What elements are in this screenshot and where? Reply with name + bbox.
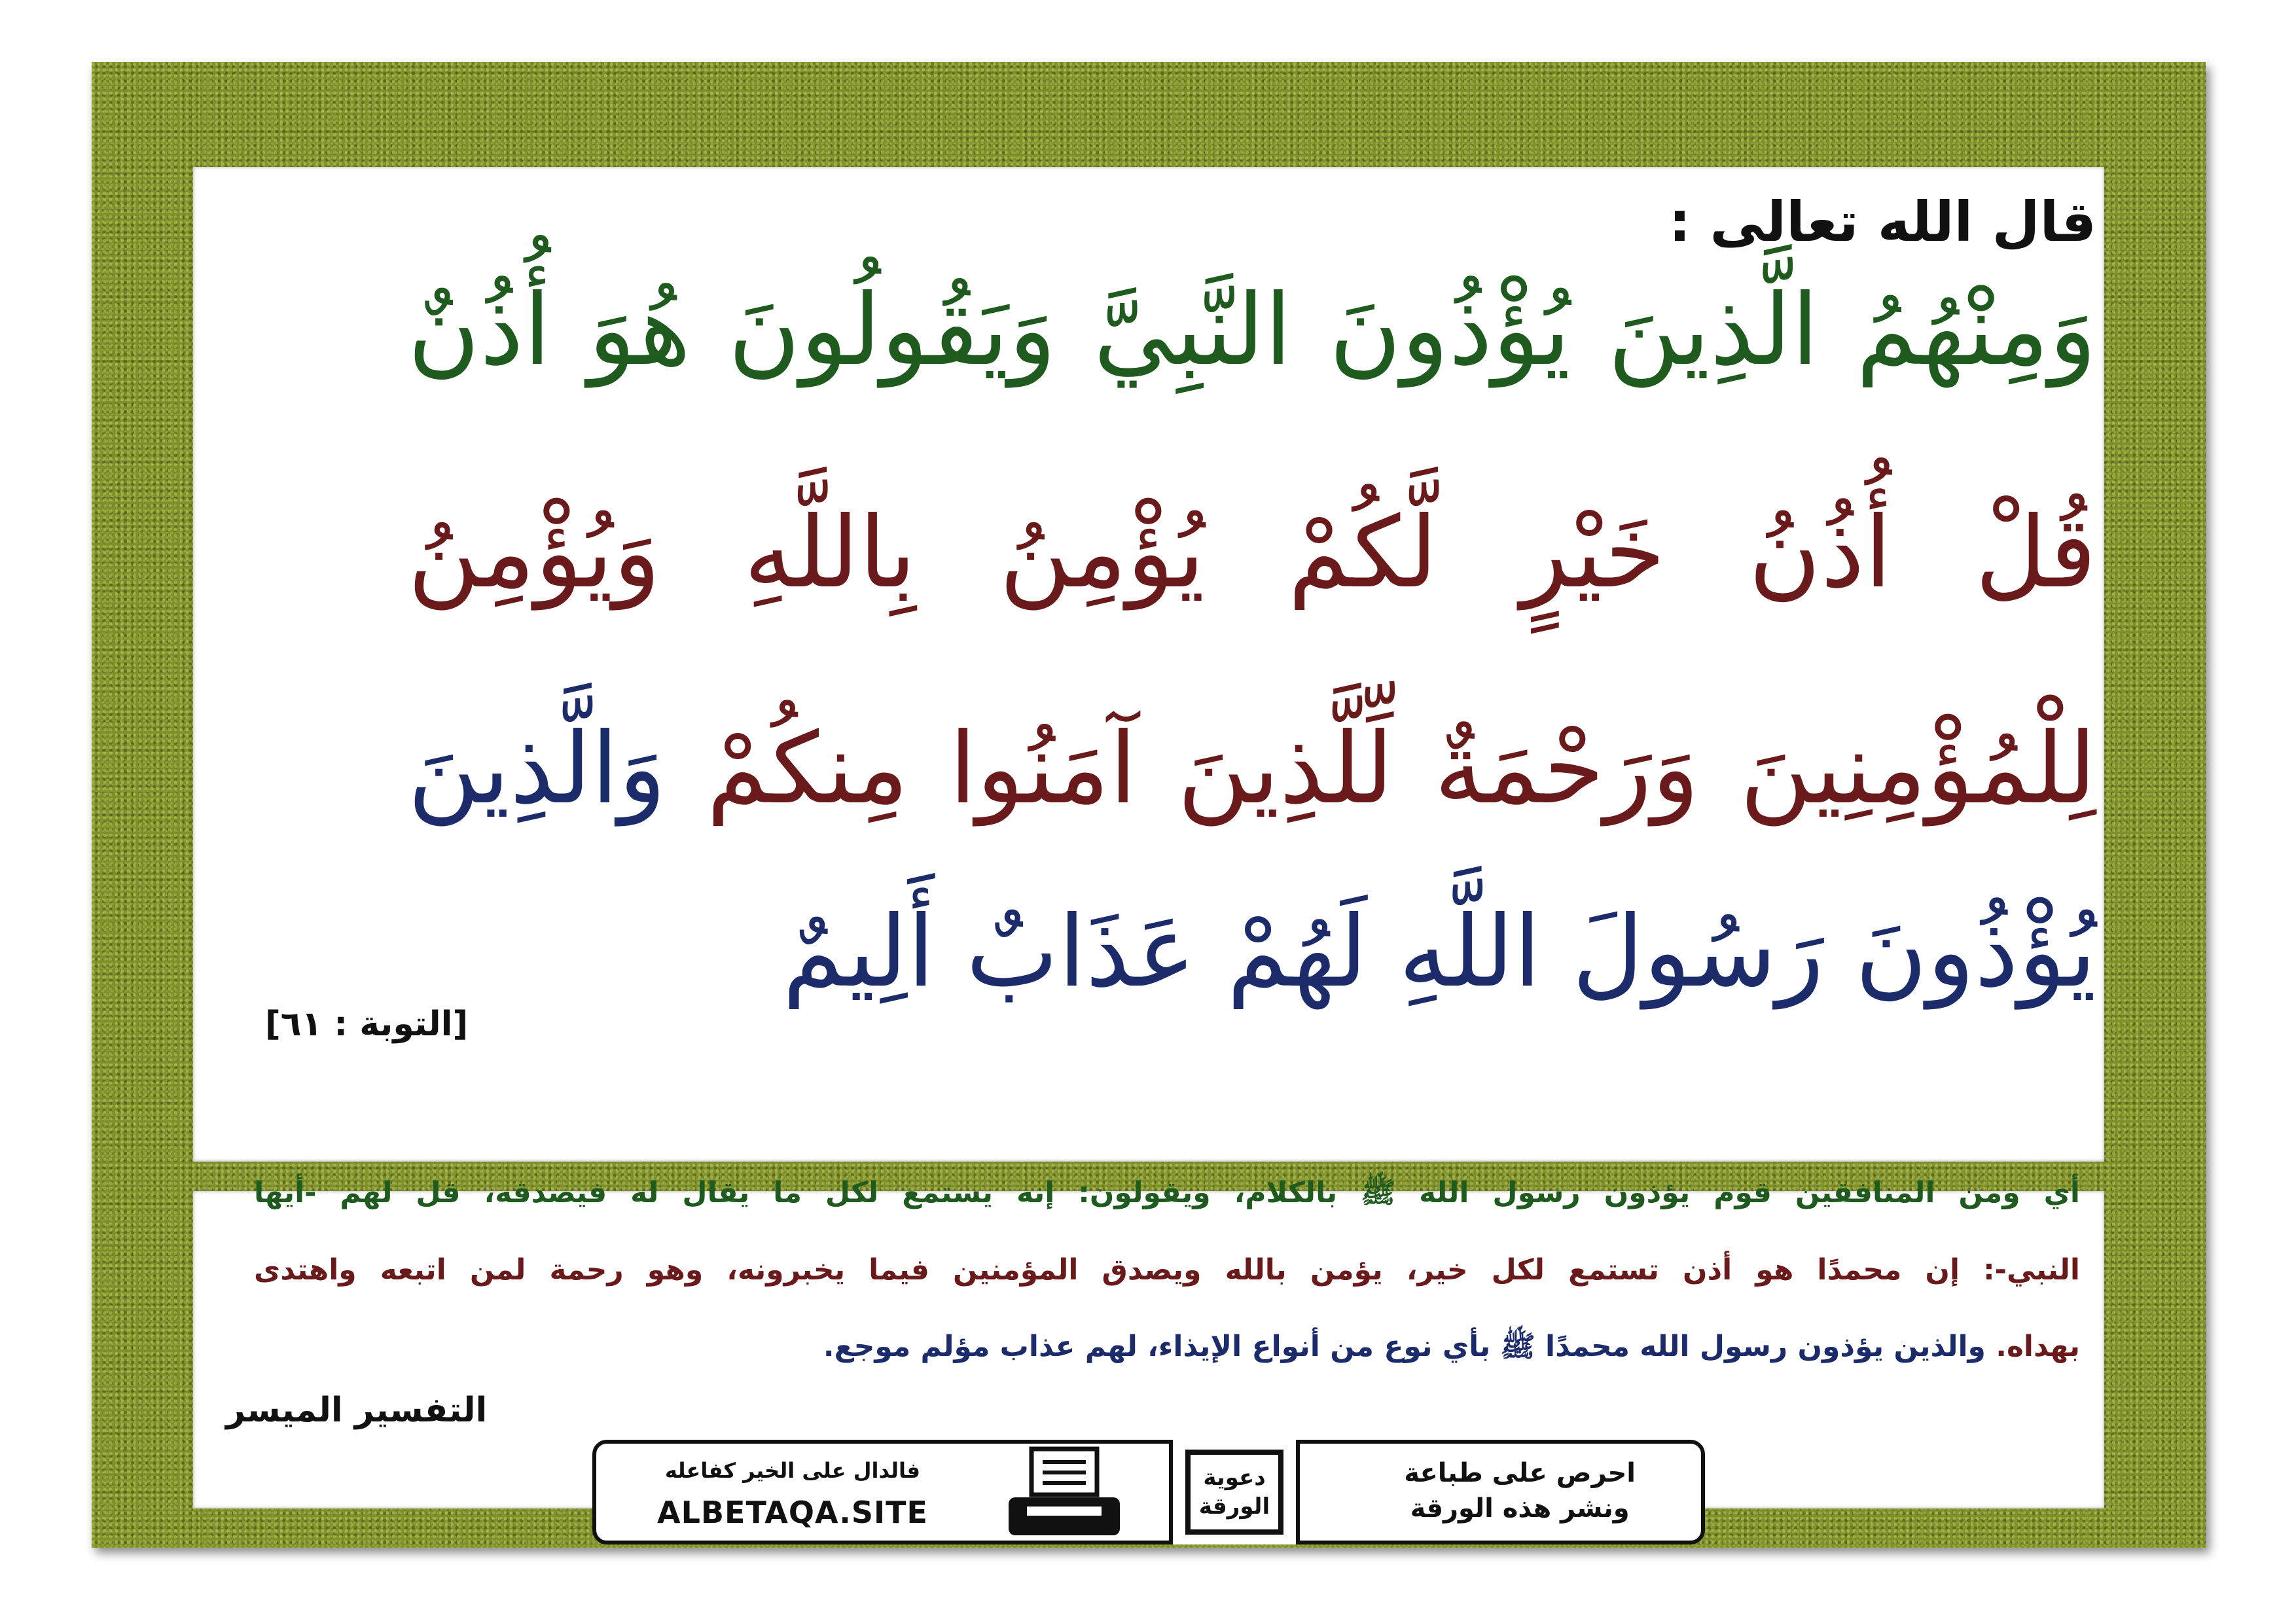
tafsir-line-2: النبي-: إن محمدًا هو أذن تستمع لكل خير، يؤمن بالله ويصدق المؤمنين فيما يخبرونه، وهو رحمة لمن اتبعه واهتدى [254, 1253, 2080, 1287]
printer-icon [1002, 1444, 1126, 1541]
print-reminder-line-2: ونشر هذه الورقة [1410, 1493, 1630, 1524]
tafsir-source: التفسير الميسر [226, 1391, 488, 1430]
albetaqa-logo [1185, 1450, 1283, 1535]
tafsir-line-3-part-b: والذين يؤذون رسول الله محمدًا ﷺ بأي نوع من أنواع الإيذاء، لهم عذاب مؤلم موجع. [823, 1330, 1986, 1363]
verse-line-3-part-b: وَالَّذِينَ [408, 712, 666, 826]
tafsir-line-3 [823, 1329, 2080, 1370]
tafsir-line-1: أي ومن المنافقين قوم يؤذون رسول الله ﷺ بالكلام، ويقولون: إنه يستمع لكل ما يقال له فيصدقه، قل لهم -أيها [254, 1176, 2080, 1209]
footer-bar [592, 1440, 1705, 1544]
motto-text: فالدال على الخير كفاعله [665, 1458, 920, 1483]
verse-heading: قال الله تعالى : [1668, 190, 2096, 254]
verse-line-1: وَمِنْهُمُ الَّذِينَ يُؤْذُونَ النَّبِيَّ وَيَقُولُونَ هُوَ أُذُنٌ [408, 274, 2096, 387]
logo-line-2: الورقة [1198, 1493, 1270, 1520]
tafsir-line-3-part-a: بهداه. [1996, 1330, 2080, 1363]
print-reminder [1404, 1455, 1636, 1526]
verse-line-2: قُلْ أُذُنُ خَيْرٍ لَّكُمْ يُؤْمِنُ بِاللَّهِ وَيُؤْمِنُ [408, 496, 2096, 610]
surah-reference: [التوبة : ٦١] [265, 1005, 469, 1044]
print-reminder-line-1: احرص على طباعة [1404, 1458, 1636, 1488]
logo-box [1169, 1440, 1300, 1544]
site-link[interactable]: ALBETAQA.SITE [657, 1495, 928, 1530]
verse-line-4: يُؤْذُونَ رَسُولَ اللَّهِ لَهُمْ عَذَابٌ أَلِيمٌ [782, 895, 2096, 1009]
verse-line-3 [408, 712, 2096, 826]
logo-line-1: دعوية [1203, 1465, 1266, 1491]
verse-line-3-part-a: لِلْمُؤْمِنِينَ وَرَحْمَةٌ لِّلَّذِينَ آمَنُوا مِنكُمْ [706, 712, 2096, 826]
